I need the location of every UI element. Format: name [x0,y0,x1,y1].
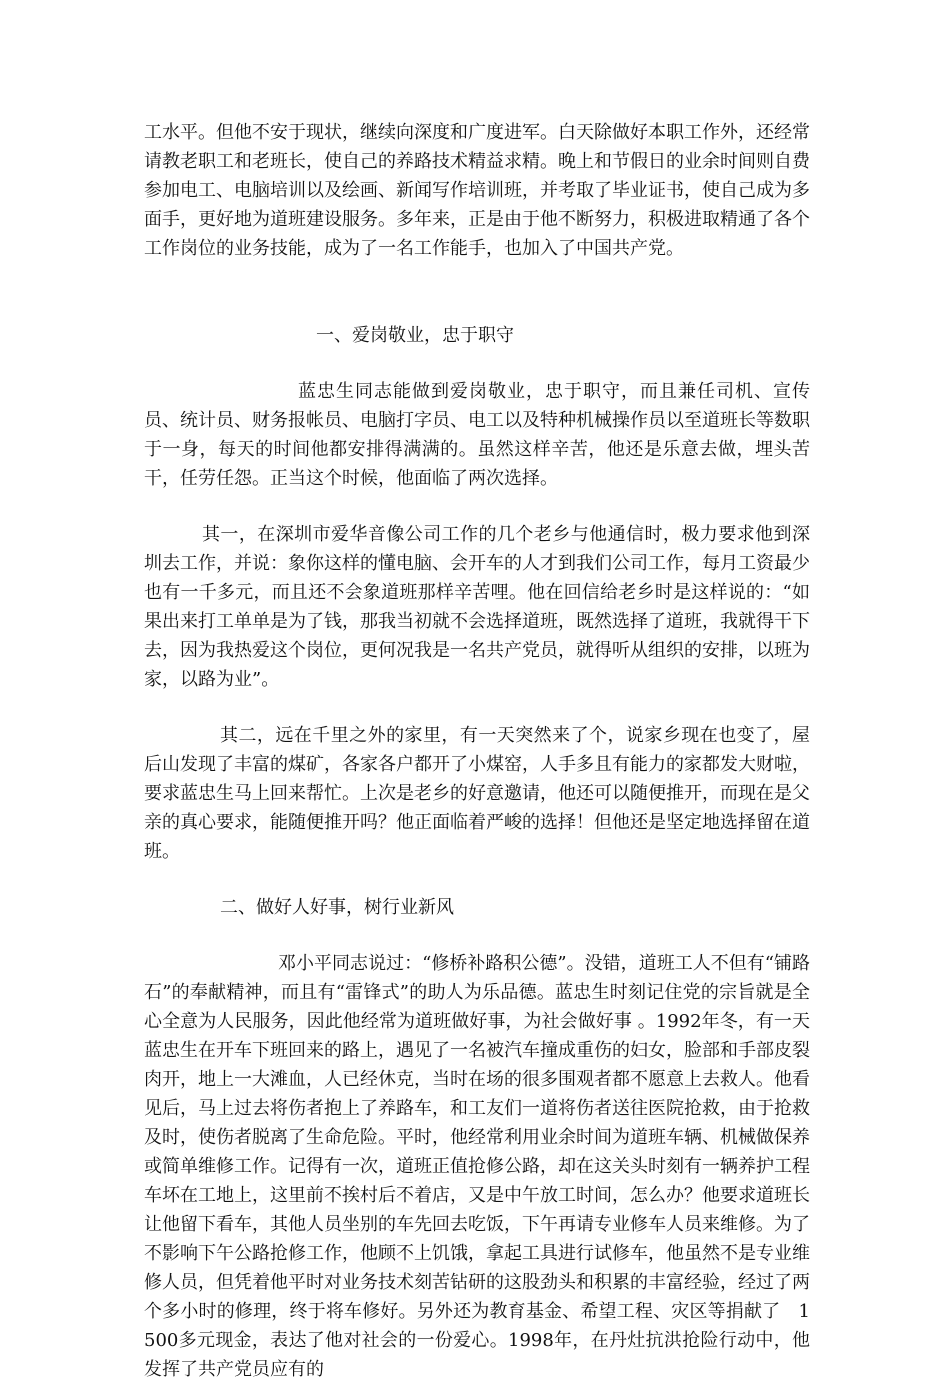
section-heading-2: 二、做好人好事，树行业新风 [220,897,454,918]
spacer [144,922,810,949]
section1-paragraph-2: 其一，在深圳市爱华音像公司工作的几个老乡与他通信时，极力要求他到深圳去工作，并说：象你这样的懂电脑、会开车的人才到我们公司工作，每月工资最少也有一千多元，而且还不会象道班那样辛苦哩。他在回信给老乡时是这样说的：“如果出来打工单单是为了钱，那我当初就不会选择道班，既然选择了道班，我就得干下去，因为我热爱这个岗位，更何况我是一名共产党员，就得听从组织的安排，以班为家，以路为业”。 [144,524,810,690]
spacer [144,263,810,321]
section-heading-1: 一、爱岗敬业，忠于职守 [316,325,514,346]
document-page [144,118,810,1384]
spacer [144,493,810,520]
spacer [144,866,810,893]
spacer [144,350,810,377]
intro-paragraph: 工水平。但他不安于现状，继续向深度和广度进军。白天除做好本职工作外，还经常请教老职工和老班长，使自己的养路技术精益求精。晚上和节假日的业余时间则自费参加电工、电脑培训以及绘画、新闻写作培训班，并考取了毕业证书，使自己成为多面手，更好地为道班建设服务。多年来，正是由于他不断努力，积极进取精通了各个工作岗位的业务技能，成为了一名工作能手，也加入了中国共产党。 [144,122,810,259]
section1-paragraph-3: 其二，远在千里之外的家里，有一天突然来了个，说家乡现在也变了，屋后山发现了丰富的煤矿，各家各户都开了小煤窑，人手多且有能力的家都发大财啦，要求蓝忠生马上回来帮忙。上次是老乡的好意邀请，他还可以随便推开，而现在是父亲的真心要求，能随便推开吗？他正面临着严峻的选择！但他还是坚定地选择留在道班。 [144,725,810,862]
spacer [144,694,810,721]
section2-paragraph-1: 邓小平同志说过：“修桥补路积公德”。没错，道班工人不但有“铺路石”的奉献精神，而且有“雷锋式”的助人为乐品德。蓝忠生时刻记住党的宗旨就是全心全意为人民服务，因此他经常为道班做好事，为社会做好事 。1992年冬，有一天蓝忠生在开车下班回来的路上，遇见了一名被汽车撞成重伤的妇女，脸部和手部皮裂肉开，地上一大滩血，人已经休克，当时在场的很多围观者都不愿意上去救人。他看见后，马上过去将伤者抱上了养路车，和工友们一道将伤者送往医院抢救，由于抢救及时，使伤者脱离了生命危险。平时，他经常利用业余时间为道班车辆、机械做保养或简单维修工作。记得有一次，道班正值抢修公路，却在这关头时刻有一辆养护工程车坏在工地上，这里前不挨村后不着店，又是中午放工时间，怎么办？他要求道班长让他留下看车，其他人员坐别的车先回去吃饭，下午再请专业修车人员来维修。为了不影响下午公路抢修工作，他顾不上饥饿，拿起工具进行试修车，他虽然不是专业维修人员，但凭着他平时对业务技术刻苦钻研的这股劲头和积累的丰富经验，经过了两个多小时的修理，终于将车修好。另外还为教育基金、希望工程、灾区等捐献了 1500多元现金，表达了他对社会的一份爱心。1998年，在丹灶抗洪抢险行动中，他发挥了共产党员应有的 [144,953,810,1380]
section1-paragraph-1: 蓝忠生同志能做到爱岗敬业，忠于职守，而且兼任司机、宣传员、统计员、财务报帐员、电脑打字员、电工以及特种机械操作员以至道班长等数职于一身，每天的时间他都安排得满满的。虽然这样辛苦，他还是乐意去做，埋头苦干，任劳任怨。正当这个时候，他面临了两次选择。 [144,381,810,489]
